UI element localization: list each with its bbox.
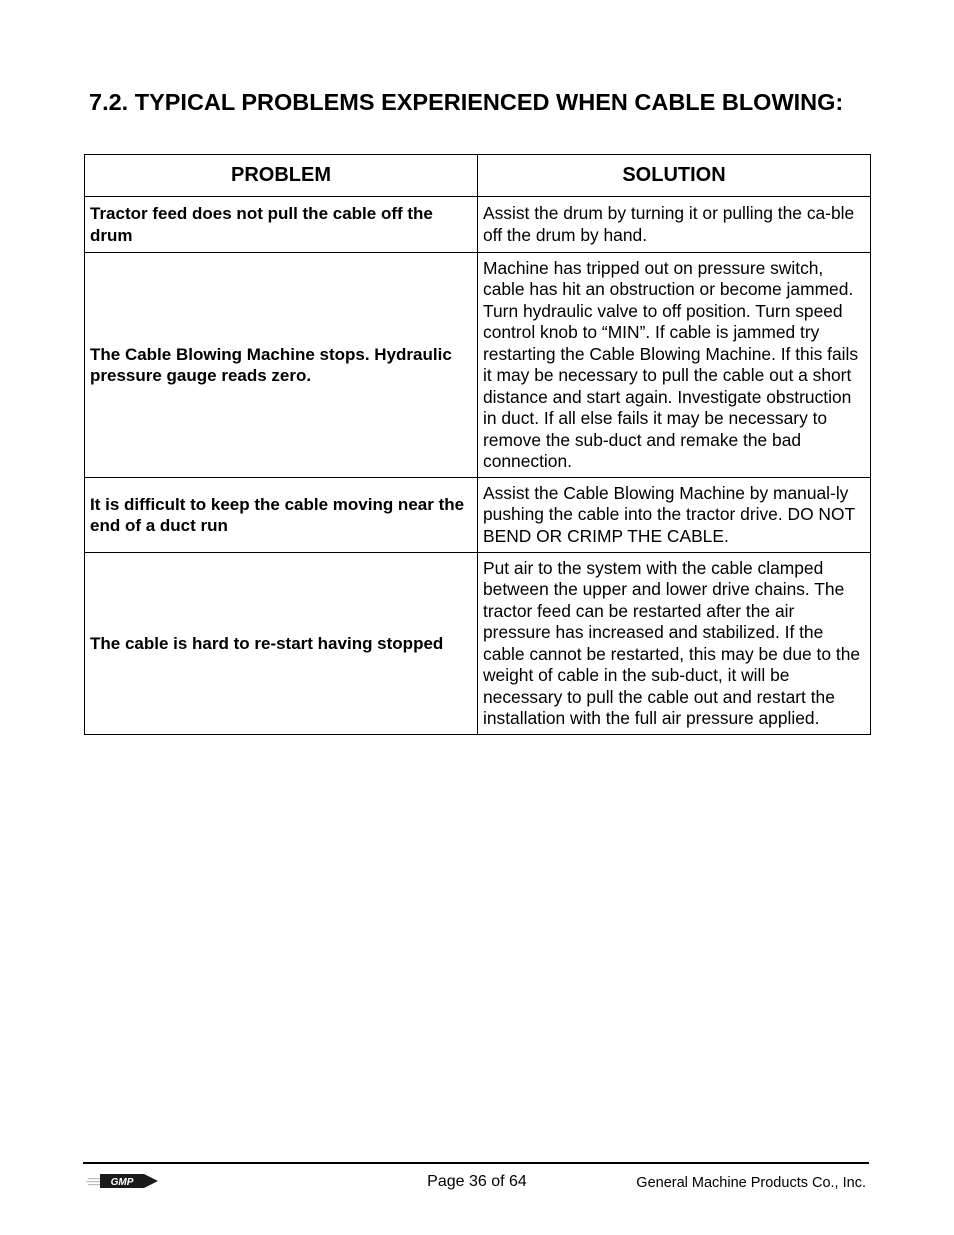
table-row xyxy=(85,553,871,735)
company-name: General Machine Products Co., Inc. xyxy=(636,1175,866,1191)
page-number: Page 36 of 64 xyxy=(427,1173,527,1190)
table-row xyxy=(85,253,871,478)
solution-cell: Machine has tripped out on pressure switch, cable has hit an obstruction or become jammed. Turn hydraulic valve to off position. Turn speed control knob to “MIN”. If cable is jammed try restarting the Cable Blowing Machine. If this fails it may be necessary to pull the cable out a short distance and start again. Investigate obstruction in duct. If all else fails it may be necessary to remove the sub-duct and remake the bad connection. xyxy=(478,253,871,478)
solution-cell: Assist the drum by turning it or pulling the ca-ble off the drum by hand. xyxy=(478,197,871,253)
section-title: 7.2. TYPICAL PROBLEMS EXPERIENCED WHEN CABLE BLOWING: xyxy=(89,89,844,115)
problem-column-header: PROBLEM xyxy=(85,155,478,197)
solution-column-header: SOLUTION xyxy=(478,155,871,197)
table-row xyxy=(85,478,871,553)
problem-cell: The Cable Blowing Machine stops. Hydraulic pressure gauge reads zero. xyxy=(85,253,478,478)
problem-cell: The cable is hard to re-start having stopped xyxy=(85,553,478,735)
troubleshooting-table xyxy=(84,154,871,735)
table-header-row xyxy=(85,155,871,197)
logo-text: GMP xyxy=(110,1177,134,1188)
solution-cell: Put air to the system with the cable clamped between the upper and lower drive chains. The tractor feed can be restarted after the air pressure has increased and stabilized. If the cable cannot be restarted, this may be due to the weight of cable in the sub-duct, it will be necessary to pull the cable out and restart the installation with the full air pressure applied. xyxy=(478,553,871,735)
table-row xyxy=(85,197,871,253)
problem-cell: It is difficult to keep the cable moving near the end of a duct run xyxy=(85,478,478,553)
solution-cell: Assist the Cable Blowing Machine by manual-ly pushing the cable into the tractor drive. DO NOT BEND OR CRIMP THE CABLE. xyxy=(478,478,871,553)
footer-divider xyxy=(83,1162,869,1164)
problem-cell: Tractor feed does not pull the cable off the drum xyxy=(85,197,478,253)
